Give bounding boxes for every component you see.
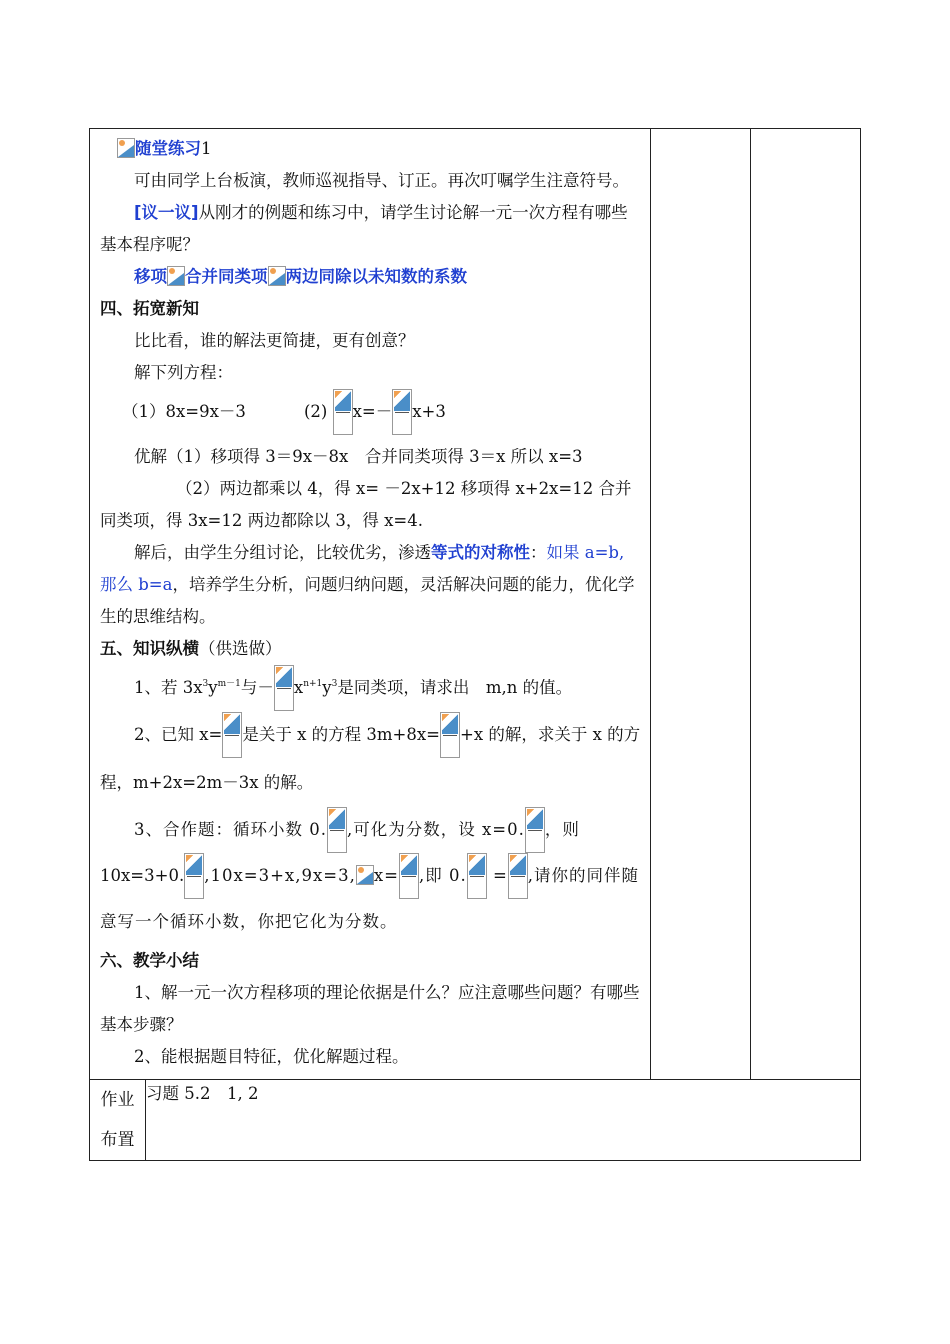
equation-2-end: x+3 bbox=[412, 402, 446, 421]
symmetry-paragraph bbox=[100, 537, 642, 633]
arrow-image-icon bbox=[268, 266, 286, 286]
section-4-title: 四、拓宽新知 bbox=[100, 299, 199, 318]
section-5-note: （供选做） bbox=[199, 639, 282, 658]
q3-part: ,可化为分数，设 x=0. bbox=[347, 820, 525, 839]
q1-exp: n+1 bbox=[303, 679, 323, 689]
symmetry-text-a: 解后，由学生分组讨论，比较优劣，渗透 bbox=[134, 543, 431, 562]
homework-text: 习题 5.2 1, 2 bbox=[146, 1084, 259, 1103]
discuss-paragraph bbox=[100, 197, 642, 261]
equation-2-label: (2) bbox=[303, 402, 328, 421]
q3-part: ,请你的同伴随意写一个循环小数，你把它化为分数。 bbox=[100, 866, 640, 931]
q1-part: x bbox=[293, 678, 304, 697]
section-5-title-line bbox=[100, 633, 642, 665]
question-1 bbox=[100, 665, 642, 711]
q2-part: 2、已知 x= bbox=[134, 725, 223, 744]
practice-number: 1 bbox=[201, 139, 212, 158]
q1-part: 1、若 3x bbox=[134, 678, 203, 697]
fraction-image-icon bbox=[440, 712, 460, 758]
homework-label-1: 作业 bbox=[100, 1090, 135, 1110]
discuss-text: 从刚才的例题和练习中，请学生讨论解一元一次方程有哪些基本程序呢？ bbox=[100, 203, 628, 254]
equations-line bbox=[100, 389, 642, 435]
symmetry-rule: 如果 a=b, 那么 b=a bbox=[100, 543, 625, 594]
q1-part: y bbox=[322, 678, 332, 697]
fraction-image-icon bbox=[508, 853, 528, 899]
q1-part: y bbox=[208, 678, 218, 697]
section-5-title: 五、知识纵横 bbox=[100, 639, 199, 658]
image-placeholder-icon bbox=[117, 138, 135, 158]
equation-2-mid: x=－ bbox=[352, 402, 393, 421]
fraction-image-icon bbox=[222, 712, 242, 758]
paragraph-board-practice: 可由同学上台板演，教师巡视指导、订正。再次叮嘱学生注意符号。 bbox=[134, 171, 629, 190]
fraction-image-icon bbox=[333, 389, 353, 435]
lesson-table bbox=[89, 128, 861, 1161]
q1-part: 与－ bbox=[240, 678, 274, 697]
q1-exp: m－1 bbox=[217, 679, 241, 689]
fraction-image-icon bbox=[399, 853, 419, 899]
symmetry-term: 等式的对称性 bbox=[431, 543, 530, 562]
fraction-image-icon bbox=[467, 853, 487, 899]
notes-column-1 bbox=[651, 129, 751, 1080]
image-placeholder-icon bbox=[356, 865, 374, 885]
q1-exp: 3 bbox=[202, 679, 209, 689]
q3-part: 10x=3+0. bbox=[100, 866, 185, 885]
discuss-label: [议一议] bbox=[134, 203, 199, 222]
q1-exp: 3 bbox=[331, 679, 338, 689]
fraction-image-icon bbox=[327, 807, 347, 853]
q3-part: ,10x=3+x,9x=3, bbox=[204, 866, 356, 885]
sec4-line2: 解下列方程： bbox=[134, 363, 233, 382]
homework-cell bbox=[146, 1080, 861, 1161]
symmetry-text-e: ，培养学生分析，问题归纳问题，灵活解决问题的能力，优化学生的思维结构。 bbox=[100, 575, 635, 626]
step-divide: 两边同除以未知数的系数 bbox=[285, 267, 467, 286]
q2-part: 是关于 x 的方程 3m+8x= bbox=[242, 725, 441, 744]
solution-1: 优解（1）移项得 3＝9x－8x 合并同类项得 3＝x 所以 x=3 bbox=[134, 447, 583, 466]
q3-part: ,即 0. bbox=[418, 866, 467, 885]
q3-part: ，则 bbox=[544, 820, 580, 839]
q3-part: x= bbox=[373, 866, 399, 885]
fraction-image-icon bbox=[525, 807, 545, 853]
homework-label-cell bbox=[90, 1080, 146, 1161]
fraction-image-icon bbox=[274, 665, 294, 711]
step-combine: 合并同类项 bbox=[185, 267, 268, 286]
equation-1: （1）8x=9x－3 bbox=[122, 402, 246, 421]
fraction-image-icon bbox=[184, 853, 204, 899]
q1-part: 是同类项，请求出 m,n 的值。 bbox=[337, 678, 573, 697]
content-cell bbox=[90, 129, 651, 1080]
q3-part: 3、合作题：循环小数 0. bbox=[134, 820, 327, 839]
symmetry-colon: ： bbox=[530, 543, 547, 562]
steps-line bbox=[100, 261, 642, 293]
step-move: 移项 bbox=[134, 267, 167, 286]
solution-2: （2）两边都乘以 4，得 x= －2x+12 移项得 x+2x=12 合并同类项，得 3x=12 两边都除以 3，得 x=4. bbox=[100, 479, 632, 530]
sec4-line1: 比比看，谁的解法更简捷，更有创意？ bbox=[134, 331, 415, 350]
section-6-title: 六、教学小结 bbox=[100, 951, 199, 970]
summary-2: 2、能根据题目特征，优化解题过程。 bbox=[134, 1047, 409, 1066]
q2-part: +x 的解，求关于 x 的方程，m+2x=2m－3x 的解。 bbox=[100, 725, 641, 792]
question-2 bbox=[100, 711, 642, 807]
q3-part: = bbox=[492, 866, 508, 885]
fraction-image-icon bbox=[392, 389, 412, 435]
practice-title: 随堂练习 bbox=[135, 139, 201, 158]
practice-line bbox=[100, 133, 642, 165]
arrow-image-icon bbox=[167, 266, 185, 286]
notes-column-2 bbox=[751, 129, 861, 1080]
homework-label-2: 布置 bbox=[100, 1130, 135, 1150]
question-3 bbox=[100, 807, 642, 945]
summary-1: 1、解一元一次方程移项的理论依据是什么？应注意哪些问题？有哪些基本步骤？ bbox=[100, 983, 640, 1034]
